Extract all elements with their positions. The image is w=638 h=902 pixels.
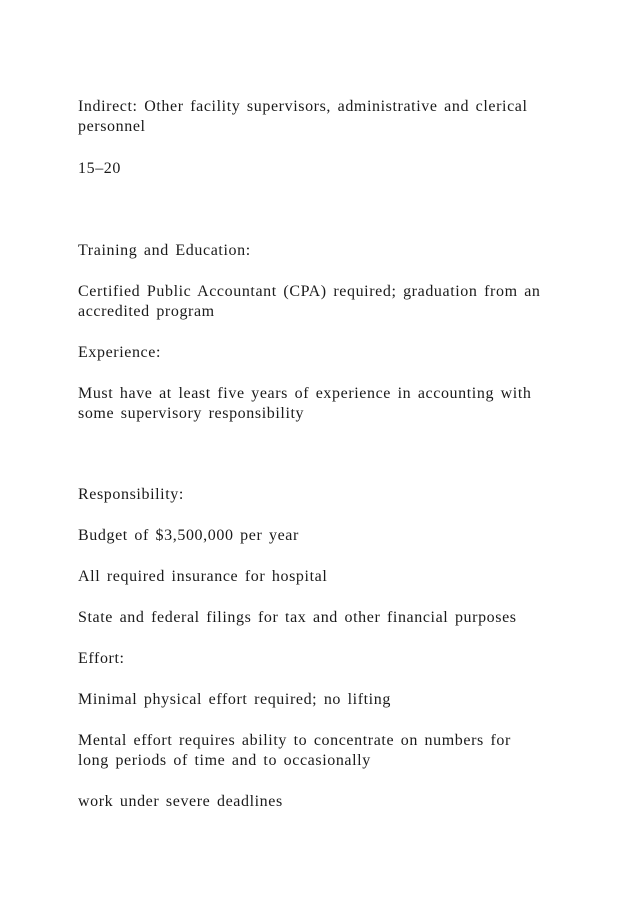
text-line: All required insurance for hospital: [78, 568, 328, 585]
text-line: Minimal physical effort required; no lifting: [78, 691, 391, 708]
text-line: Must have at least five years of experience in accounting with: [78, 385, 532, 402]
text-line: Training and Education:: [78, 242, 251, 259]
text-line: long periods of time and to occasionally: [78, 752, 371, 769]
text-line: accredited program: [78, 303, 215, 320]
text-line: work under severe deadlines: [78, 793, 283, 810]
paragraph-insurance: [78, 567, 578, 587]
paragraph-filings: [78, 608, 578, 628]
paragraph-staff-count: [78, 159, 578, 179]
text-line: Effort:: [78, 650, 125, 667]
heading-experience: [78, 343, 578, 363]
text-line: 15–20: [78, 160, 121, 177]
text-line: Mental effort requires ability to concentrate on numbers for: [78, 732, 511, 749]
paragraph-indirect-staff: [78, 97, 578, 137]
paragraph-physical-effort: [78, 690, 578, 710]
text-line: Certified Public Accountant (CPA) required; graduation from an: [78, 283, 541, 300]
paragraph-deadlines: [78, 792, 578, 812]
text-line: State and federal filings for tax and other financial purposes: [78, 609, 517, 626]
paragraph-training-requirements: [78, 282, 578, 322]
paragraph-mental-effort: [78, 731, 578, 771]
text-line: Budget of $3,500,000 per year: [78, 527, 299, 544]
heading-responsibility: [78, 485, 578, 505]
heading-effort: [78, 649, 578, 669]
paragraph-experience-requirements: [78, 384, 578, 424]
text-line: Experience:: [78, 344, 161, 361]
text-line: some supervisory responsibility: [78, 405, 305, 422]
text-line: Indirect: Other facility supervisors, administrative and clerical: [78, 98, 528, 115]
paragraph-budget: [78, 526, 578, 546]
text-line: Responsibility:: [78, 486, 184, 503]
heading-training-education: [78, 241, 578, 261]
text-line: personnel: [78, 118, 146, 135]
